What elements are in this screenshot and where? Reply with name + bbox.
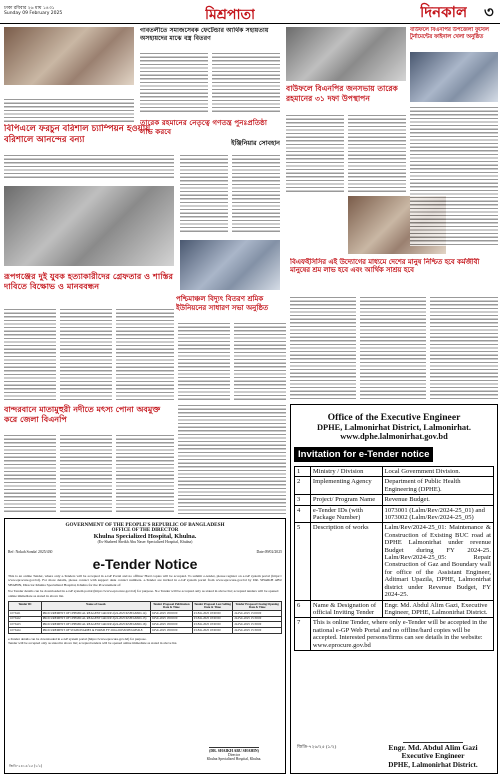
dphe-dept: DPHE, Lalmonirhat District, Lalmonirhat.: [316, 423, 471, 432]
cell: 6: [295, 600, 311, 618]
cell: 1: [295, 467, 311, 477]
col-goods: Name of Goods: [41, 602, 150, 611]
table-row: [295, 600, 494, 618]
col-closing: Tender Proposal Closing/Opening Date & Time: [233, 602, 282, 611]
table-row: [295, 523, 494, 600]
dphe-website: www.dphe.lalmonirhat.gov.bd: [340, 432, 448, 441]
hospital-subline: (Ex-Shaheed Sheikh Abu Naser Specialized Hospital, Khulna): [97, 540, 193, 544]
signature-mark: [209, 740, 259, 748]
tarek-text-2: [232, 154, 280, 234]
west-text-1: [178, 322, 230, 400]
cell: 1073423: [9, 622, 42, 628]
dphe-office: Office of the Executive Engineer: [327, 412, 461, 423]
tender-table: [8, 601, 282, 634]
brand-logo: দিনকাল: [420, 3, 468, 21]
signature-mark: [403, 733, 463, 743]
cell: Ministry / Division: [310, 467, 382, 477]
cell: 9-Feb-2025 18:00:00: [150, 611, 192, 617]
rupganj-headline: রূপগঞ্জের দুই যুবক হত্যাকারীদের গ্রেফতার ও শাস্তির দাবিতে বিক্ষোভ ও মানববন্ধন: [4, 271, 174, 292]
garments-text-1: [140, 52, 208, 114]
dphe-signature-block: [373, 733, 493, 769]
cell: PROCUREMENT OF STATIONARIES & FORMS FY 2024-2025/KSH/GMSD-8: [41, 628, 150, 634]
rupganj-text-1: [4, 308, 56, 400]
dphe-signer-org: DPHE, Lalmonirhat District.: [388, 760, 478, 769]
west-text-2: [234, 322, 286, 400]
cell: 23-Feb-2025 18:00:00: [192, 622, 233, 628]
cell: 23-Feb-2025 18:00:00: [192, 611, 233, 617]
masthead: [0, 0, 500, 24]
ict-headline: বিএফইসিসির এই উদ্যোগের মাধ্যমে দেশের মানুষ নিশ্চিত হবে কর্মজীবী মানুষের শ্রম লাভ হবে এবং আর্থিক সাশ্রয় হবে: [290, 258, 480, 275]
hospital-line: Khulna Specialized Hospital, Khulna.: [93, 533, 197, 540]
khulna-tender-notice: [4, 518, 286, 774]
cell: 9-Feb-2025 18:00:00: [150, 616, 192, 622]
cell: 23-Feb-2025 18:00:00: [192, 616, 233, 622]
cell: Description of works: [310, 523, 382, 600]
cell: 24-Feb-2025 15:30:00: [233, 628, 282, 634]
ict-text-1: [290, 296, 356, 400]
tarek-headline: তারেক রহমানের নেতৃত্বে গণতন্ত্র পুনঃপ্রতিষ্ঠা লাভ করবে: [140, 118, 267, 137]
cell: Engr. Md. Abdul Alim Gazi, Executive Engineer, DPHE, Lalmonirhat District.: [382, 600, 493, 618]
tender-table-header: [9, 602, 282, 611]
office-line: OFFICE OF THE DIRECTOR: [111, 528, 179, 533]
table-row: [295, 505, 494, 523]
page-number: ৩: [484, 3, 494, 21]
rupganj-text-3: [116, 308, 174, 400]
cell: 3: [295, 495, 311, 505]
tender-title: e-Tender Notice: [92, 556, 198, 572]
port-text-1: [4, 434, 56, 514]
cell: Implementing Agency: [310, 477, 382, 495]
baufal-text-2: [348, 114, 406, 192]
footnote-2: Tender will be accepted only as stated in above list; accepted tenders will be opened online immediate as stated in above list.: [8, 640, 178, 645]
cell: Department of Public Health Engineering (DPHE).: [382, 477, 493, 495]
right-top-photo: [410, 52, 498, 102]
bpl-text-top: [4, 98, 134, 124]
baufal-headline: বাউফলে বিএনপির জনসভায় তারেক রহমানের ৩১ দফা উপস্থাপন: [286, 84, 398, 103]
baufal-photo: [286, 27, 406, 81]
garments-headline: গাবতলীতে সমাজসেবক ফেটেন্ডার আর্থিক সহায়তায় অসহায়দের মাঝে বস্ত্র বিতরণ: [140, 27, 269, 42]
cell: 1073421: [9, 611, 42, 617]
footer-code: জিডি-২৪১৫/২৫ (১/২): [9, 764, 43, 768]
cell: 1073001 (Lalm/Rev/2024-25_01) and 1073002 (Lalm/Rev/2024-25_05): [382, 505, 493, 523]
west-text-3: [178, 404, 286, 514]
table-row: [295, 618, 494, 651]
footnote-1: e-Tender details can be downloaded in e-GP system portal (https://www.eprocure.gov.bd) for purpose.: [8, 636, 147, 641]
cell: 24-Feb-2025 15:30:00: [233, 616, 282, 622]
date-line-bn: ঢাকা রবিবার ২৬ মাঘ ১৪৩১: [4, 6, 55, 11]
west-photo: [180, 240, 280, 290]
rupganj-photo: [4, 186, 174, 266]
cell: e-Tender IDs (with Package Number): [310, 505, 382, 523]
dphe-tender-notice: [290, 404, 498, 774]
cell: 24-Feb-2025 15:30:00: [233, 622, 282, 628]
right-text-2: [430, 296, 498, 400]
cell: 7: [295, 618, 311, 651]
cell: 9-Feb-2025 18:00:00: [150, 628, 192, 634]
baufal-text-1: [286, 114, 344, 192]
ref-number: Ref: Nokah Sonda/ 2025/430: [8, 550, 53, 554]
table-row: [295, 477, 494, 495]
ref-row: [8, 550, 282, 554]
cell: 1073422: [9, 616, 42, 622]
col-tender-id: Tender ID: [9, 602, 42, 611]
cell: Name & Designation of official Inviting Tender: [310, 600, 382, 618]
signer-title: Director: [228, 753, 240, 757]
dphe-table: [294, 466, 494, 651]
port-headline: বান্দরবানে মাতামুহুরী নদীতে মৎস্য পোনা অবমুক্ত করে জেলা বিএনপি: [4, 404, 161, 425]
signature-block: [189, 740, 279, 761]
dphe-signer-name: Engr. Md. Abdul Alim Gazi: [388, 742, 478, 752]
signer-name: (DR. SHAIKH ABU SHAHIN): [209, 749, 259, 753]
cell: 23-Feb-2025 18:00:00: [192, 628, 233, 634]
table-row: [295, 495, 494, 505]
cell: 5: [295, 523, 311, 600]
cell: This is online Tender, where only e-Tender will be accepted in the national e-GP Web Portal and no offline/hard copies will be accepted. Interested persons/firms can see details in the website: www.eprocure.gov.bd: [310, 618, 493, 651]
dphe-footer-code: জিডি-৭২৬/২৫ (১/২): [297, 744, 337, 749]
rupganj-text-2: [60, 308, 112, 400]
col-last-selling: Tender Proposal Last Selling Date & Time: [194, 601, 231, 610]
signer-org: Khulna Specialized Hospital, Khulna.: [206, 757, 262, 761]
col-publication: Tender Proposal Publication Date & Time: [150, 602, 192, 611]
cell: 1073424: [9, 628, 42, 634]
cell: 9-Feb-2025 18:00:00: [150, 622, 192, 628]
date-line-en: Sunday 09 February 2025: [4, 11, 63, 16]
right-top-headline: বাউফলে বিএনপির উপজেলা ফুটবল টুর্নামেন্টের ফাইনাল খেলা অনুষ্ঠিত: [410, 27, 489, 40]
ict-text-2: [360, 296, 426, 400]
cell: PROCUREMENT OF CHEMICAL REAGENT GROUP-2(24-2025/KSH/GMSD-14): [41, 611, 150, 617]
dphe-banner: Invitation for e-Tender notice: [294, 447, 433, 462]
dphe-signer-title: Executive Engineer: [401, 751, 465, 761]
tarek-subheadline: ইঞ্জিনিয়ার সোবহান: [231, 139, 280, 147]
cell: Revenue Budget.: [382, 495, 493, 505]
table-row: [9, 628, 282, 634]
bpl-headline: বিপিএলে ফরচুন বরিশাল চ্যাম্পিয়ন হওয়ায় বরিশালে আনন্দের বন্যা: [4, 124, 151, 145]
gov-line: GOVERNMENT OF THE PEOPLE'S REPUBLIC OF BANGLADESH: [65, 522, 225, 528]
tarek-text-1: [180, 154, 228, 234]
tender-note: N.e Tender details can be downloaded in e-GP system portal (https://www.eprocure.gov.bd) for purpose. N.e Tender will be accepted only as stated in above list; accepted tenders will be opened online immediate as stated in above list.: [8, 589, 279, 598]
cell: Project/ Program Name: [310, 495, 382, 505]
table-row: [295, 467, 494, 477]
bpl-text: [4, 154, 174, 180]
port-text-2: [60, 434, 112, 514]
garments-text-2: [212, 52, 280, 114]
cell: Local Government Division.: [382, 467, 493, 477]
tender-intro: This is an online Tender, where only e-Tenders will be accepted in e-GP Portal and no offline/ Hard copies will be accepted. To submit e-tender, please register on e-GP system portal (https:// www.eprocure.gov.bd). For more details, please contact with support desk contact numbers. e-Tender are invited in e-GP system portal from www.eprocure.gov.bd by DR. SHAIKH ABU SHAHIN, Director Khulna Specialized Hospital, Khulna for the Procurement of:: [8, 574, 282, 587]
section-title: মিশ্রপাতা: [205, 7, 256, 23]
cell: 24-Feb-2025 15:00:00: [233, 611, 282, 617]
cell: 4: [295, 505, 311, 523]
cell: 2: [295, 477, 311, 495]
west-headline: পশ্চিমাঞ্চল বিদ্যুৎ বিতরণ শ্রমিক ইউনিয়নের সাধারণ সভা অনুষ্ঠিত: [176, 294, 269, 313]
port-text-3: [116, 434, 174, 514]
ref-date: Date:09/02/2025: [256, 550, 282, 554]
tarek-box: [140, 118, 280, 150]
cell: Lalm/Rev/2024-25_01: Maintenance & Construction of Existing BUC road at DPHE Lalmonirhat under revenue Budget during FY 2024-25. Lalm/Rev/2024-25_05: Repair Construction of Gaz and Boundary wall for office of the Assistant Engineer, Aditmari Upazila, DPHE, Lalmonirhat district under Revenue Budget, FY 2024-25.: [382, 523, 493, 600]
cell: PROCUREMENT OF CHEMICAL REAGENT GROUP-4(24-2025/KSH/GMSD-16): [41, 622, 150, 628]
bpl-photo: [4, 27, 134, 85]
cell: PROCUREMENT OF CHEMICAL REAGENT GROUP-3(24-2025/KSH/GMSD-15): [41, 616, 150, 622]
right-text-1: [410, 106, 498, 246]
